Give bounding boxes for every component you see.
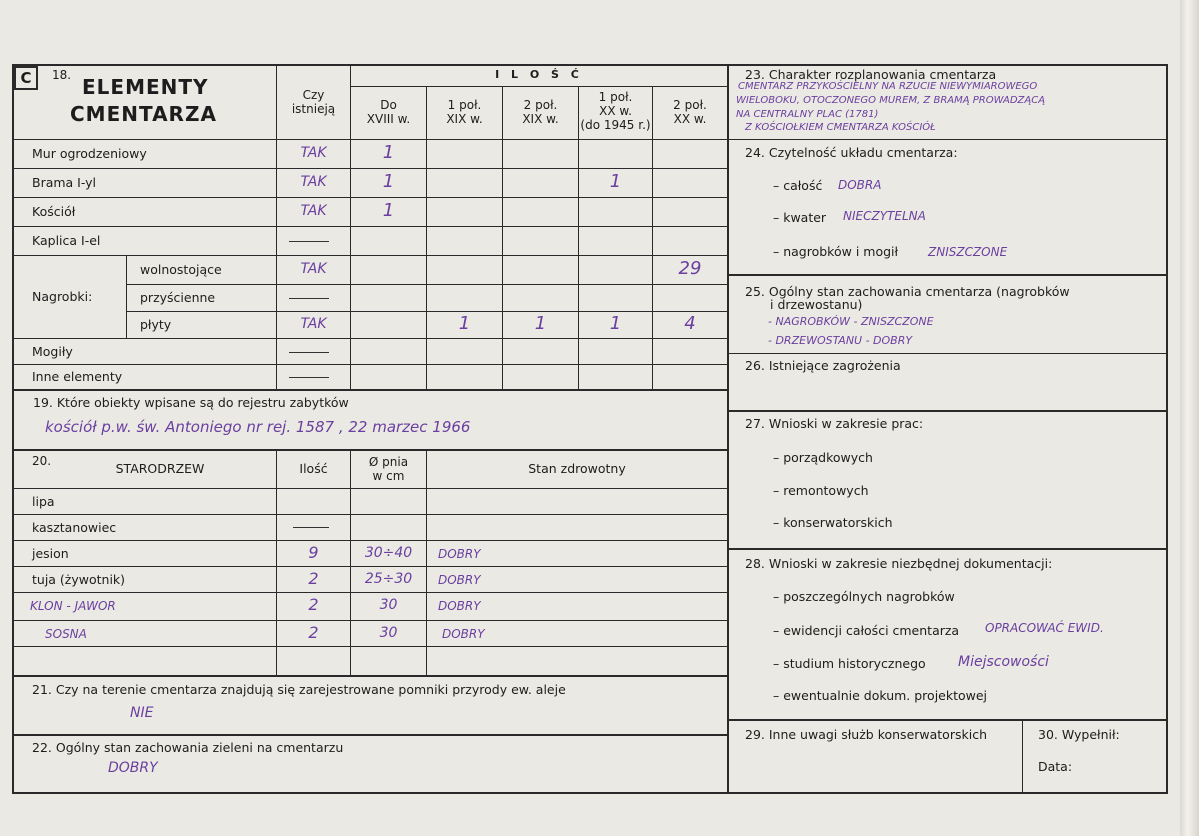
s21-answer: NIE [130, 705, 154, 721]
s18-row-label: Kościół [32, 204, 76, 219]
period-header-2: 1 poł. XIX w. [446, 98, 483, 126]
s18-title-line1: ELEMENTY [82, 75, 209, 99]
s28-item-2-value: OPRACOWAĆ EWID. [985, 621, 1104, 635]
s20-row-name: SOSNA [45, 627, 87, 641]
s23-line-2: WIELOBOKU, OTOCZONEGO MUREM, Z BRAMĄ PROWADZĄCĄ [736, 95, 1046, 106]
s27-item-2: – remontowych [773, 483, 869, 498]
s18-row-label: Kaplica I-el [32, 233, 101, 248]
s28-item-1: – poszczególnych nagrobków [773, 589, 955, 604]
s26-label: 26. Istniejące zagrożenia [745, 358, 901, 373]
s24-kwater: – kwater [773, 210, 827, 225]
s20-col-diameter: Ø pnia w cm [368, 455, 409, 483]
s18-row-value: 1 [382, 200, 395, 221]
s20-row-name: kasztanowiec [32, 520, 117, 535]
s30-label: 30. Wypełnił: [1038, 727, 1120, 742]
s18-row-value: 1 [609, 171, 622, 192]
s18-row-label: wolnostojące [140, 262, 222, 277]
s23-line-1: CMENTARZ PRZYKOŚCIELNY NA RZUCIE NIEWYMIAROWEGO [738, 81, 1038, 92]
s19-label: 19. Które obiekty wpisane są do rejestru zabytków [33, 395, 349, 410]
s18-row-exists: TAK [300, 145, 327, 161]
s28-item-3-value: Miejscowości [958, 654, 1049, 670]
s18-row-label: Mur ogrodzeniowy [32, 146, 147, 161]
s20-row-health: DOBRY [438, 599, 481, 613]
s28-item-3: – studium historycznego [773, 656, 926, 671]
period-header-4: 1 poł. XX w. (do 1945 r.) [580, 90, 651, 132]
s30-date: Data: [1038, 759, 1073, 774]
s18-row-exists-dash [289, 241, 329, 242]
s18-row-exists: TAK [300, 203, 327, 219]
s20-row-health: DOBRY [438, 573, 481, 587]
s28-item-2: – ewidencji całości cmentarza [773, 623, 960, 638]
card-edge [1180, 0, 1199, 836]
nagrobki-label: Nagrobki: [32, 289, 93, 304]
s28-item-4: – ewentualnie dokum. projektowej [773, 688, 988, 703]
s20-row-count: 2 [308, 595, 319, 614]
period-header-5: 2 poł. XX w. [673, 98, 707, 126]
s18-title-line2: CMENTARZA [70, 102, 217, 126]
s20-row-count-dash [293, 527, 329, 528]
s20-col-health: Stan zdrowotny [528, 461, 626, 476]
s23-line-4: Z KOŚCIOŁKIEM CMENTARZA KOŚCIÓŁ [745, 122, 936, 133]
s19-answer: kościół p.w. św. Antoniego nr rej. 1587 , 22 marzec 1966 [45, 418, 471, 436]
s23-label: 23. Charakter rozplanowania cmentarza [745, 67, 997, 82]
exists-header: Czy istnieją [291, 88, 336, 116]
s18-row-label: przyścienne [140, 290, 216, 305]
s18-number: 18. [52, 68, 72, 82]
s29-label: 29. Inne uwagi służb konserwatorskich [745, 727, 987, 742]
s25-label-2: i drzewostanu) [770, 297, 863, 312]
s18-row-value: 4 [684, 313, 696, 334]
s20-row-count: 2 [308, 569, 319, 588]
s20-title: STARODRZEW [115, 461, 205, 476]
s20-row-count: 2 [308, 623, 319, 642]
s27-label: 27. Wnioski w zakresie prac: [745, 416, 924, 431]
s18-row-value: 1 [382, 171, 395, 192]
s18-row-value: 1 [534, 313, 547, 334]
s22-label: 22. Ogólny stan zachowania zieleni na cmentarzu [32, 740, 344, 755]
s18-row-value: 29 [678, 258, 702, 279]
s27-item-1: – porządkowych [773, 450, 873, 465]
s25-label-1: 25. Ogólny stan zachowania cmentarza (nagrobków [745, 284, 1070, 299]
s20-row-name: tuja (żywotnik) [32, 572, 126, 587]
s20-row-diameter: 25÷30 [364, 571, 413, 587]
s20-col-count: Ilość [299, 461, 328, 476]
s20-row-count: 9 [308, 543, 319, 562]
s28-label: 28. Wnioski w zakresie niezbędnej dokumentacji: [745, 556, 1053, 571]
s20-row-name: KLON - JAWOR [30, 599, 116, 613]
s18-row-exists: TAK [300, 174, 327, 190]
s21-label: 21. Czy na terenie cmentarza znajdują się zarejestrowane pomniki przyrody ew. aleje [32, 682, 566, 697]
s18-row-exists-dash [289, 352, 329, 353]
s24-kwater-value: NIECZYTELNA [843, 209, 926, 223]
s24-nagrobkow-value: ZNISZCZONE [928, 245, 1008, 259]
s18-row-value: 1 [609, 313, 622, 334]
s20-row-diameter: 30 [379, 625, 398, 641]
s18-row-value: 1 [458, 313, 471, 334]
s22-answer: DOBRY [108, 760, 158, 776]
ilosc-header: I L O Ś Ć [495, 68, 583, 81]
s20-row-diameter: 30 [379, 597, 398, 613]
s18-row-label: Inne elementy [32, 369, 123, 384]
corner-letter-box: C [14, 66, 38, 90]
s20-row-name: jesion [32, 546, 69, 561]
s25-line-2: - DRZEWOSTANU - DOBRY [768, 334, 913, 347]
s18-row-label: Mogiły [32, 344, 73, 359]
s18-row-label: Brama I-yl [32, 175, 97, 190]
s18-row-exists-dash [289, 298, 329, 299]
s18-row-exists: TAK [300, 316, 327, 332]
s24-calosc: – całość [773, 178, 823, 193]
s18-row-exists-dash [289, 377, 329, 378]
s20-row-health: DOBRY [442, 627, 485, 641]
s24-nagrobkow: – nagrobków i mogił [773, 244, 899, 259]
s25-line-1: - NAGROBKÓW - ZNISZCZONE [768, 315, 934, 328]
s18-row-exists: TAK [300, 261, 327, 277]
period-header-3: 2 poł. XIX w. [522, 98, 559, 126]
s20-row-diameter: 30÷40 [364, 545, 413, 561]
s20-row-name: lipa [32, 494, 55, 509]
s24-label: 24. Czytelność układu cmentarza: [745, 145, 958, 160]
s18-row-value: 1 [382, 142, 395, 163]
s18-row-label: płyty [140, 317, 172, 332]
s27-item-3: – konserwatorskich [773, 515, 893, 530]
s20-number: 20. [32, 454, 52, 468]
s20-row-health: DOBRY [438, 547, 481, 561]
s24-calosc-value: DOBRA [838, 178, 882, 192]
period-header-1: Do XVIII w. [366, 98, 411, 126]
s23-line-3: NA CENTRALNY PLAC (1781) [736, 109, 879, 120]
